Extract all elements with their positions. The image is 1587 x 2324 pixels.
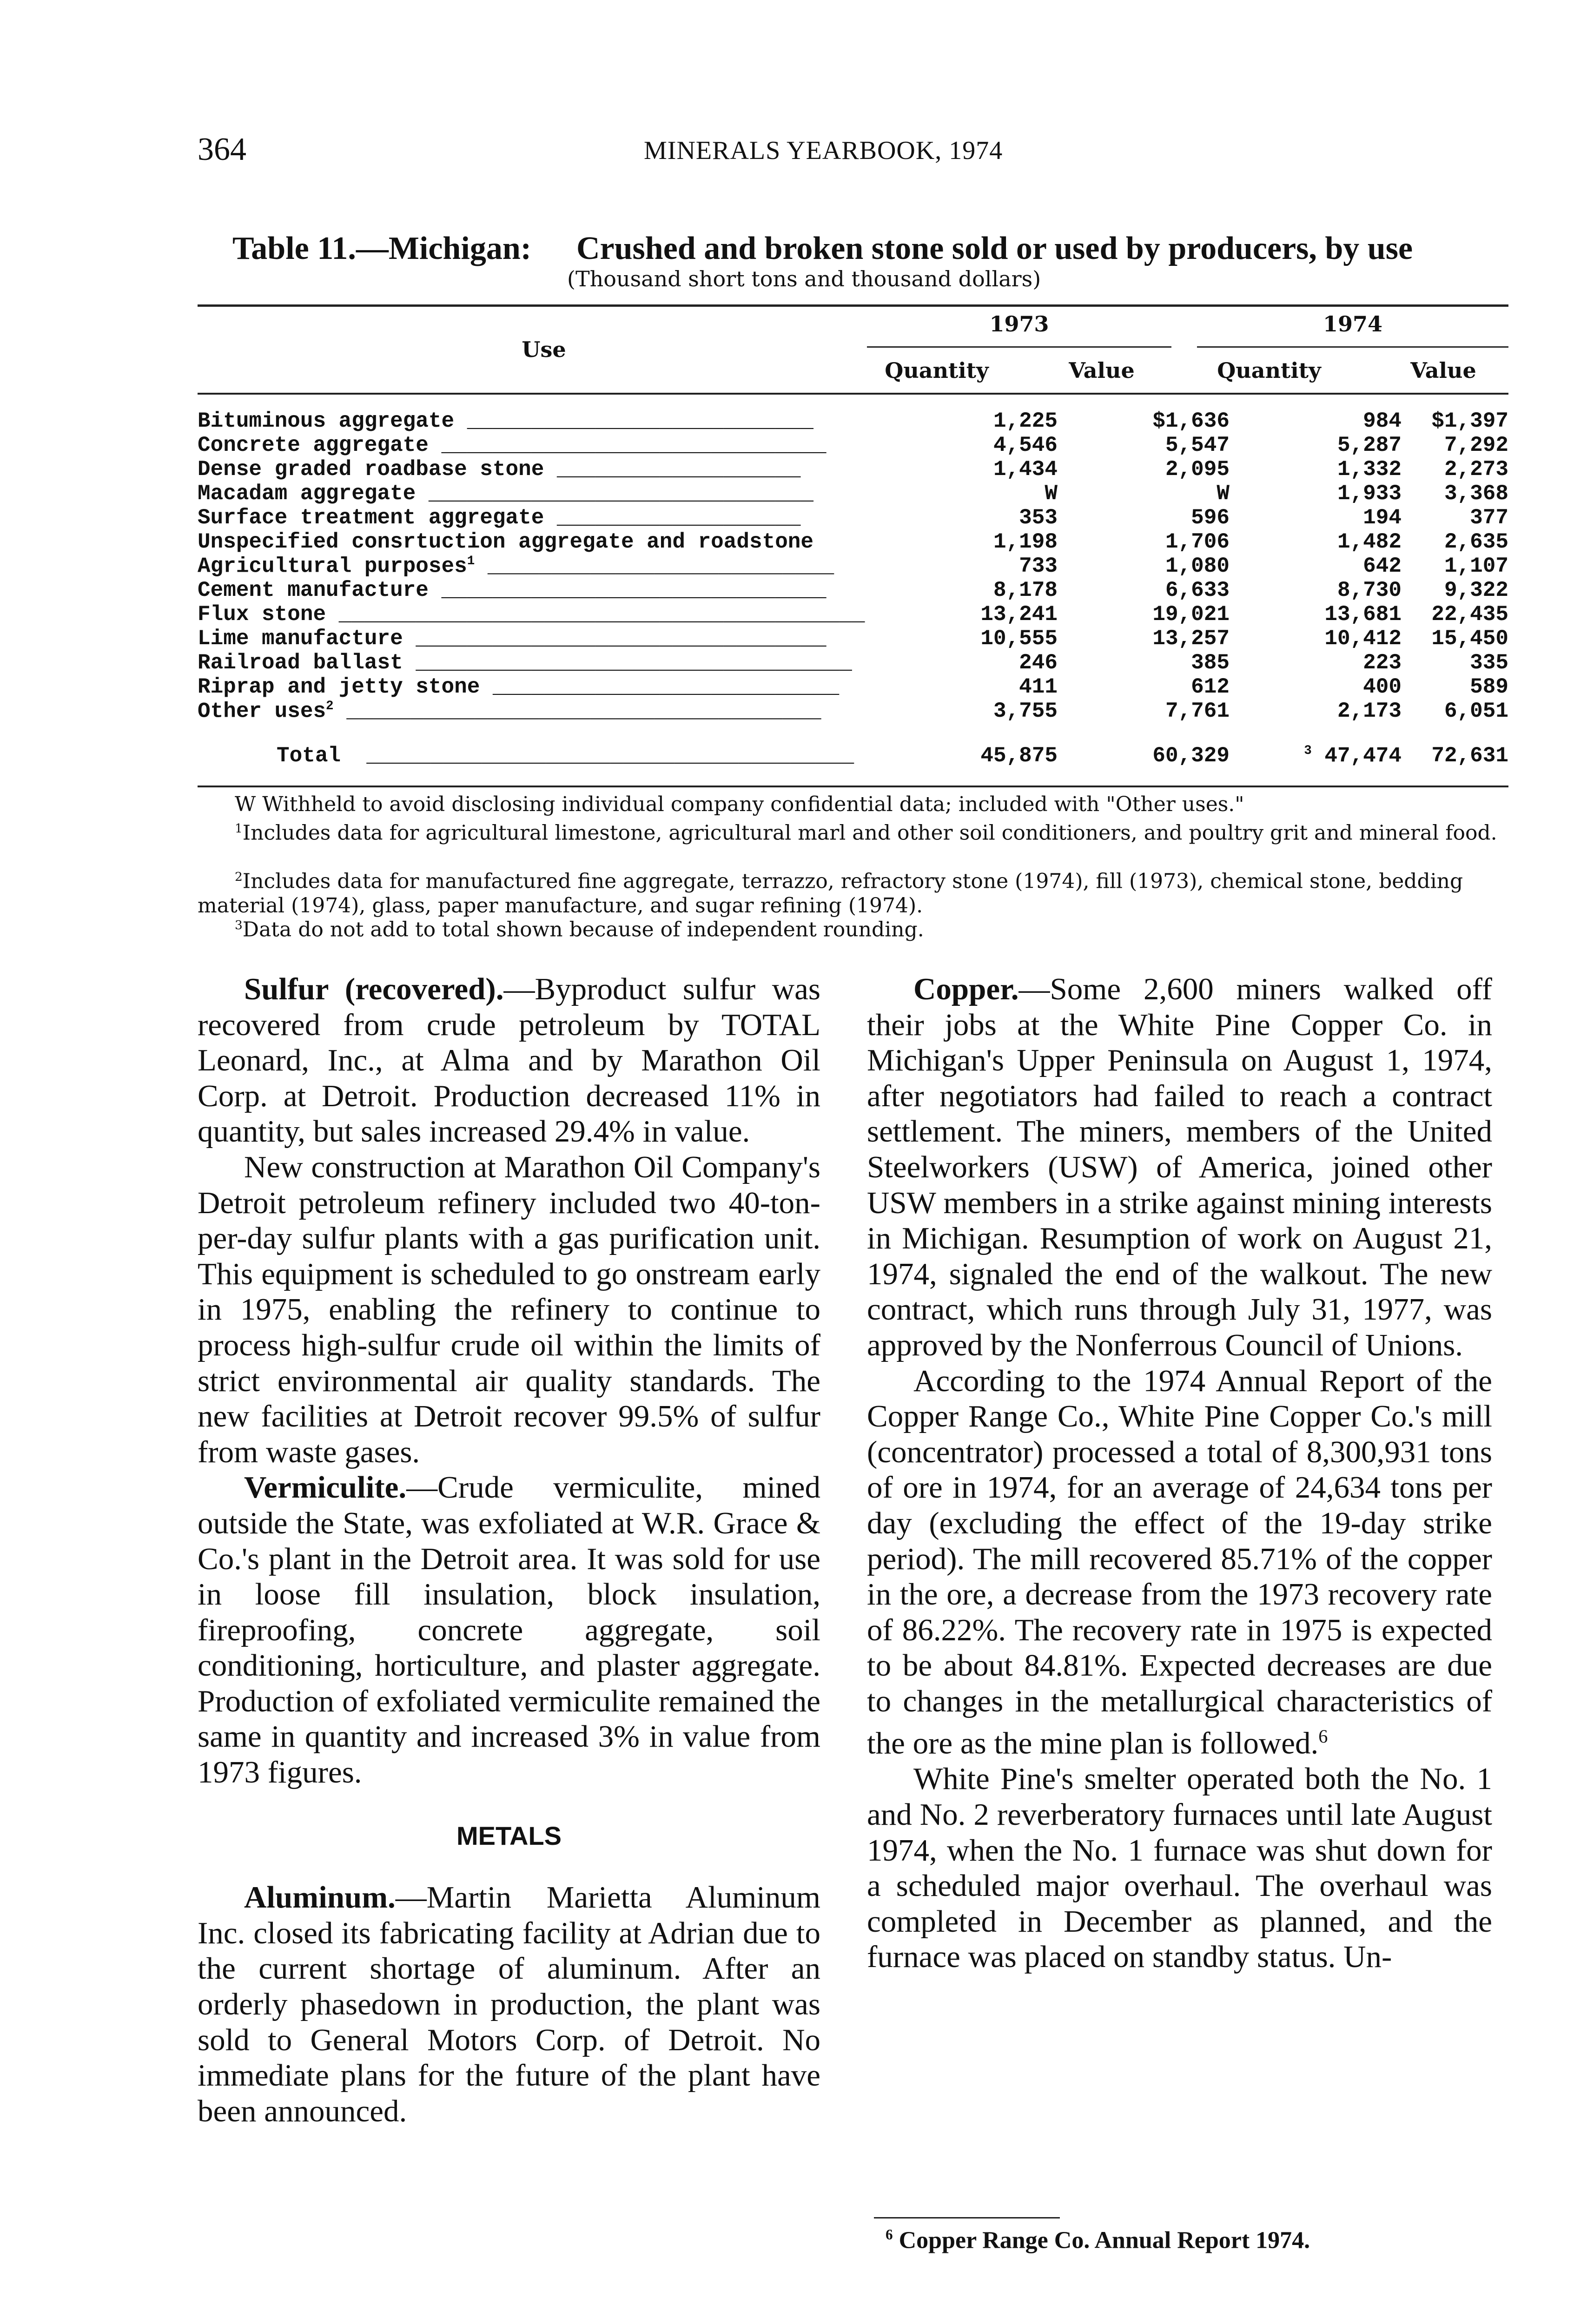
table-row xyxy=(198,433,1508,457)
row-value-1973: 19,021 xyxy=(1152,602,1230,627)
row-value-1974: 15,450 xyxy=(1431,627,1508,651)
note-1-text: Includes data for agricultural limestone, agricultural marl and other soil conditioners, and poultry grit and mineral food. xyxy=(242,821,1497,845)
row-use-label xyxy=(198,409,813,433)
row-value-1973: 612 xyxy=(1191,675,1230,699)
row-quantity-1974: 2,173 xyxy=(1337,699,1402,723)
col-header-1974: 1974 xyxy=(1322,311,1383,337)
table-note-1 xyxy=(198,817,1508,845)
row-value-1974: 589 xyxy=(1470,675,1508,699)
row-quantity-1973: 1,434 xyxy=(993,457,1058,482)
row-use: Cement manufacture xyxy=(198,578,429,602)
row-quantity-1974: 400 xyxy=(1363,675,1402,699)
row-quantity-1974: 1,332 xyxy=(1337,457,1402,482)
row-footnote-marker: 2 xyxy=(326,699,334,713)
row-use: Lime manufacture xyxy=(198,627,403,651)
table-row xyxy=(198,506,1508,530)
row-value-1973: 6,633 xyxy=(1165,578,1230,602)
row-value-1973: 1,080 xyxy=(1165,554,1230,578)
aluminum-run-in-heading: Aluminum. xyxy=(244,1880,396,1915)
copper-footnote-ref: 6 xyxy=(1318,1726,1328,1747)
year-1973-rule xyxy=(867,346,1171,348)
table-total-row xyxy=(198,744,1508,768)
table-row xyxy=(198,651,1508,675)
total-v74: 72,631 xyxy=(1431,744,1508,768)
row-quantity-1974: 642 xyxy=(1363,554,1402,578)
row-value-1973: 7,761 xyxy=(1165,699,1230,723)
row-value-1973: 13,257 xyxy=(1152,627,1230,651)
row-quantity-1973: W xyxy=(1045,482,1058,506)
total-leader: ______________________________________ xyxy=(366,744,854,768)
footnote xyxy=(886,2226,1310,2254)
row-quantity-1974: 1,482 xyxy=(1337,530,1402,554)
row-quantity-1973: 411 xyxy=(1019,675,1058,699)
row-quantity-1973: 8,178 xyxy=(993,578,1058,602)
row-quantity-1973: 3,755 xyxy=(993,699,1058,723)
total-q74-footnote: 3 xyxy=(1304,744,1312,758)
table-head-rule xyxy=(198,393,1508,395)
row-quantity-1974: 13,681 xyxy=(1324,602,1402,627)
row-quantity-1974: 223 xyxy=(1363,651,1402,675)
row-use-label xyxy=(198,699,821,723)
col-header-1973: 1973 xyxy=(989,311,1049,337)
row-value-1974: 9,322 xyxy=(1444,578,1508,602)
row-value-1973: W xyxy=(1217,482,1230,506)
copper-run-in-heading: Copper. xyxy=(913,972,1019,1006)
row-value-1973: 596 xyxy=(1191,506,1230,530)
table-note-3 xyxy=(198,913,1508,942)
aluminum-text: —Martin Marietta Aluminum Inc. closed its fabricating facility at Adrian due to the current shortage of aluminum. After an orderly phasedown in production, the plant was sold to General Motors Corp. of Detroit. No immediate plans for the future of the plant have been announced. xyxy=(198,1880,820,2128)
footnote-text: Copper Range Co. Annual Report 1974. xyxy=(899,2227,1310,2254)
row-leader: ______________________________ xyxy=(428,433,827,457)
row-use: Concrete aggregate xyxy=(198,433,429,457)
row-quantity-1974: 10,412 xyxy=(1324,627,1402,651)
row-use-label xyxy=(198,627,827,651)
table-row xyxy=(198,482,1508,506)
col-header-quantity-1974: Quantity xyxy=(1217,358,1321,383)
table-title: Crushed and broken stone sold or used by producers, by use xyxy=(576,231,1413,266)
row-value-1974: $1,397 xyxy=(1431,409,1508,433)
table-note-w: W Withheld to avoid disclosing individual company confidential data; included with "Other uses." xyxy=(235,792,1244,816)
row-use: Railroad ballast xyxy=(198,651,403,675)
row-use: Macadam aggregate xyxy=(198,482,416,506)
note-2-marker: 2 xyxy=(235,870,243,884)
row-quantity-1973: 4,546 xyxy=(993,433,1058,457)
row-use: Dense graded roadbase stone xyxy=(198,457,544,482)
sulfur-paragraph-1 xyxy=(198,971,820,1149)
table-label: Table 11.—Michigan: xyxy=(232,231,532,266)
row-value-1973: $1,636 xyxy=(1152,409,1230,433)
row-quantity-1973: 1,198 xyxy=(993,530,1058,554)
row-quantity-1974: 1,933 xyxy=(1337,482,1402,506)
row-value-1973: 2,095 xyxy=(1165,457,1230,482)
row-value-1974: 22,435 xyxy=(1431,602,1508,627)
col-header-use: Use xyxy=(522,337,566,362)
row-leader: __________________________________ xyxy=(403,651,852,675)
row-use-label xyxy=(198,506,800,530)
right-column xyxy=(867,971,1492,1975)
row-leader: ___________________ xyxy=(544,457,801,482)
row-value-1974: 1,107 xyxy=(1444,554,1508,578)
copper-paragraph-1 xyxy=(867,971,1492,1363)
table-row xyxy=(198,602,1508,627)
table-row xyxy=(198,530,1508,554)
sulfur-run-in-heading: Sulfur (recovered). xyxy=(244,972,504,1006)
row-quantity-1973: 10,555 xyxy=(980,627,1058,651)
vermiculite-paragraph xyxy=(198,1470,820,1790)
table-row xyxy=(198,627,1508,651)
note-1-marker: 1 xyxy=(235,821,243,836)
note-3-marker: 3 xyxy=(235,918,243,932)
row-leader: ______________________________ xyxy=(416,482,814,506)
row-use-label xyxy=(198,651,852,675)
total-q74: 47,474 xyxy=(1324,744,1402,768)
row-use: Riprap and jetty stone xyxy=(198,675,480,699)
table-note-2 xyxy=(198,865,1508,918)
row-quantity-1974: 984 xyxy=(1363,409,1402,433)
row-leader: ___________________________ xyxy=(480,675,840,699)
table-row xyxy=(198,578,1508,602)
row-use: Surface treatment aggregate xyxy=(198,506,544,530)
row-leader: ___________________________ xyxy=(454,409,814,433)
table-row xyxy=(198,457,1508,482)
aluminum-paragraph xyxy=(198,1880,820,2129)
note-3-text: Data do not add to total shown because of independent rounding. xyxy=(242,918,924,942)
row-quantity-1974: 194 xyxy=(1363,506,1402,530)
row-leader: ______________________________ xyxy=(428,578,827,602)
row-use-label xyxy=(198,675,839,699)
row-quantity-1973: 733 xyxy=(1019,554,1058,578)
footnote-rule xyxy=(874,2217,1060,2218)
row-quantity-1974: 8,730 xyxy=(1337,578,1402,602)
vermiculite-text: —Crude vermiculite, mined outside the State, was exfoliated at W.R. Grace & Co.'s plant in the Detroit area. It was sold for use in loose fill insulation, block insulation, fireproofing, concrete aggregate, soil conditioning, horticulture, and plaster aggregate. Production of exfoliated vermiculite remained the same in quantity and increased 3% in value from 1973 figures. xyxy=(198,1470,820,1790)
note-2-text: Includes data for manufactured fine aggregate, terrazzo, refractory stone (1974), fill (1973), chemical stone, bedding material (1974), glass, paper manufacture, and sugar refining (1974). xyxy=(198,869,1463,918)
row-leader: _________________________________________ xyxy=(326,602,865,627)
row-leader: ________________________________ xyxy=(403,627,827,651)
row-leader: ___________________ xyxy=(544,506,801,530)
row-value-1974: 2,273 xyxy=(1444,457,1508,482)
copper-text-1: —Some 2,600 miners walked off their jobs at the White Pine Copper Co. in Michigan's Upper Peninsula on August 1, 1974, after negotiators had failed to reach a contract settlement. The miners, members of the United Steelworkers (USW) of America, joined other USW members in a strike against mining interests in Michigan. Resumption of work on August 21, 1974, signaled the end of the walkout. The new contract, which runs through July 31, 1977, was approved by the Nonferrous Council of Unions. xyxy=(867,972,1492,1362)
table-top-rule xyxy=(198,304,1508,307)
row-quantity-1973: 246 xyxy=(1019,651,1058,675)
col-header-quantity-1973: Quantity xyxy=(885,358,989,383)
row-use: Unspecified consrtuction aggregate and roadstone xyxy=(198,530,814,554)
sulfur-text-1: —Byproduct sulfur was recovered from crude petroleum by TOTAL Leonard, Inc., at Alma and by Marathon Oil Corp. at Detroit. Production decreased 11% in quantity, but sales increased 29.4% in value. xyxy=(198,972,820,1149)
row-quantity-1974: 5,287 xyxy=(1337,433,1402,457)
left-column xyxy=(198,971,820,2129)
row-use-label xyxy=(198,530,813,554)
row-footnote-marker: 1 xyxy=(467,554,475,568)
total-label: Total xyxy=(277,744,341,768)
sulfur-paragraph-2: New construction at Marathon Oil Company's Detroit petroleum refinery included two 40-ton-per-day sulfur plants with a gas purification unit. This equipment is scheduled to go onstream early in 1975, enabling the refinery to continue to process high-sulfur crude oil within the limits of strict environmental air quality standards. The new facilities at Detroit recover 99.5% of sulfur from waste gases. xyxy=(198,1149,820,1469)
row-value-1973: 5,547 xyxy=(1165,433,1230,457)
page-number: 364 xyxy=(198,132,246,167)
row-use-label xyxy=(198,554,834,578)
table-row xyxy=(198,699,1508,723)
row-use-label xyxy=(198,433,827,457)
row-value-1974: 377 xyxy=(1470,506,1508,530)
row-value-1974: 2,635 xyxy=(1444,530,1508,554)
copper-text-2: According to the 1974 Annual Report of the Copper Range Co., White Pine Copper Co.'s mill (concentrator) processed a total of 8,300,931 tons of ore in 1974, for an average of 24,634 tons per day (excluding the effect of the 19-day strike period). The mill recovered 85.71% of the copper in the ore, a decrease from the 1973 recovery rate of 86.22%. The recovery rate in 1975 is expected to be about 84.81%. Expected decreases are due to changes in the metallurgical characteristics of the ore as the mine plan is followed. xyxy=(867,1363,1492,1761)
row-use: Other uses xyxy=(198,699,326,724)
total-q73: 45,875 xyxy=(980,744,1058,768)
row-quantity-1973: 353 xyxy=(1019,506,1058,530)
row-quantity-1973: 13,241 xyxy=(980,602,1058,627)
table-row xyxy=(198,675,1508,699)
row-use: Flux stone xyxy=(198,602,326,627)
running-title: MINERALS YEARBOOK, 1974 xyxy=(644,136,1003,165)
row-value-1974: 335 xyxy=(1470,651,1508,675)
row-leader: _____________________________________ xyxy=(333,699,821,724)
row-use: Agricultural purposes xyxy=(198,554,467,579)
row-value-1974: 7,292 xyxy=(1444,433,1508,457)
footnote-marker: 6 xyxy=(886,2226,893,2243)
row-value-1974: 3,368 xyxy=(1444,482,1508,506)
row-use: Bituminous aggregate xyxy=(198,409,455,433)
row-quantity-1973: 1,225 xyxy=(993,409,1058,433)
copper-paragraph-2 xyxy=(867,1363,1492,1762)
table-bottom-rule xyxy=(198,786,1508,787)
row-use-label xyxy=(198,602,865,627)
vermiculite-run-in-heading: Vermiculite. xyxy=(244,1470,407,1505)
col-header-value-1974: Value xyxy=(1410,358,1476,383)
metals-heading: METALS xyxy=(456,1821,562,1850)
copper-paragraph-3: White Pine's smelter operated both the No. 1 and No. 2 reverberatory furnaces until late August 1974, when the No. 1 furnace was shut down for a scheduled major overhaul. The overhaul was completed in December as planned, and the furnace was placed on standby status. Un- xyxy=(867,1762,1492,1974)
table-row xyxy=(198,409,1508,433)
table-subtitle: (Thousand short tons and thousand dollars) xyxy=(567,266,1041,291)
col-header-value-1973: Value xyxy=(1069,358,1135,383)
row-leader: ___________________________ xyxy=(475,554,834,579)
row-value-1973: 1,706 xyxy=(1165,530,1230,554)
total-v73: 60,329 xyxy=(1152,744,1230,768)
row-value-1973: 385 xyxy=(1191,651,1230,675)
table-row xyxy=(198,554,1508,578)
row-use-label xyxy=(198,482,813,506)
row-value-1974: 6,051 xyxy=(1444,699,1508,723)
row-use-label xyxy=(198,578,827,602)
year-1974-rule xyxy=(1197,346,1508,348)
row-use-label xyxy=(198,457,800,482)
